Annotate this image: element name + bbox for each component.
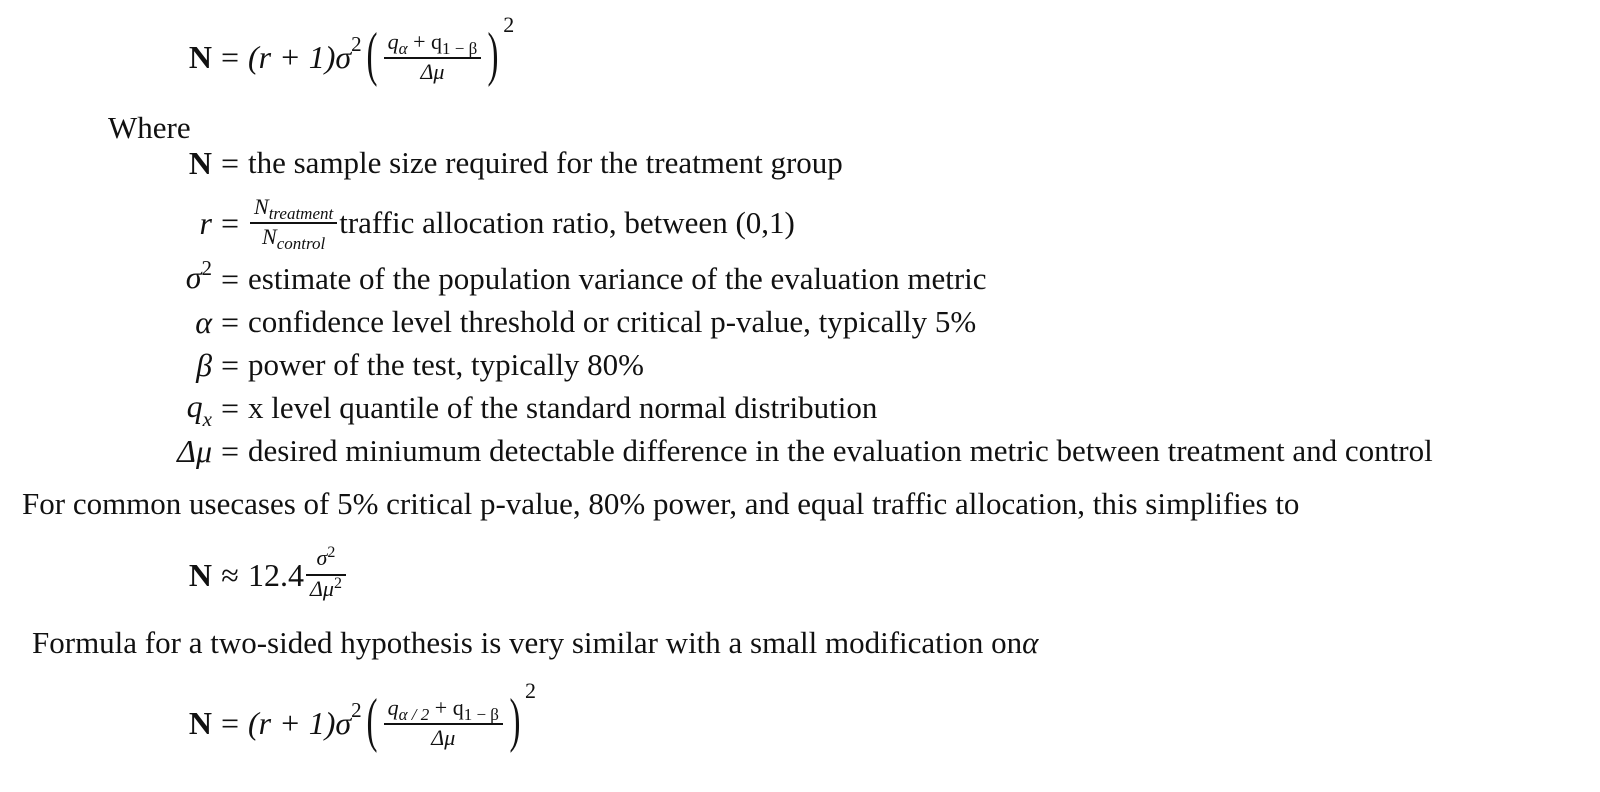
coefficient: 12.4 — [248, 557, 304, 593]
main-fraction — [384, 29, 482, 85]
left-paren: ( — [366, 21, 378, 87]
def-text: traffic allocation ratio, between (0,1) — [339, 205, 795, 240]
fraction-numerator: $q_{\alpha / 2} + q_{1 - \beta}$ — [387, 695, 499, 724]
equals-sign: = — [220, 433, 240, 469]
def-text: estimate of the population variance of the evaluation metric — [248, 261, 987, 296]
equals-sign: = — [220, 145, 240, 181]
definition-beta — [0, 344, 644, 386]
definition-quantile — [0, 387, 877, 429]
equals-sign: = — [220, 205, 240, 241]
simplified-fraction — [306, 545, 346, 605]
def-text: confidence level threshold or critical p-value, typically 5% — [248, 304, 977, 339]
main-fraction — [384, 695, 503, 751]
ratio-fraction — [250, 194, 337, 252]
right-paren: ) — [487, 21, 499, 87]
outer-exponent: 2 — [503, 12, 515, 37]
two-sided-text: Formula for a two-sided hypothesis is very similar with a small modification onα — [32, 625, 1039, 660]
definition-sigma — [0, 258, 987, 300]
definition-r — [0, 190, 795, 256]
sigma-exponent: 2 — [351, 31, 362, 56]
equals-sign: = — [220, 347, 240, 383]
outer-exponent: 2 — [524, 678, 536, 703]
equals-sign: = — [220, 705, 240, 741]
formula-lhs-n: N — [188, 705, 212, 741]
fraction-numerator: $q_\alpha + q_{1 - \beta}$ — [387, 29, 478, 58]
definition-n — [0, 142, 843, 184]
def-text: desired miniumum detectable difference in the evaluation metric between treatment and control — [248, 433, 1433, 468]
formula-two-sided — [0, 680, 536, 766]
def-symbol: N — [188, 145, 212, 181]
fraction-numerator: $\sigma^2$ — [316, 544, 336, 570]
definition-alpha — [0, 301, 976, 343]
formula-lhs-n: N — [188, 557, 212, 593]
equals-sign: = — [220, 304, 240, 340]
def-text: x level quantile of the standard normal distribution — [248, 390, 878, 425]
def-symbol: $\sigma^2$ — [185, 256, 212, 295]
equals-sign: = — [220, 261, 240, 297]
equals-sign: = — [220, 39, 240, 75]
def-symbol: $q_x$ — [186, 388, 212, 431]
formula-prefix: (r + 1)σ — [248, 39, 352, 75]
alpha-symbol: α — [1022, 625, 1039, 660]
formula-lhs-n: N — [188, 39, 212, 75]
def-symbol: α — [195, 304, 212, 340]
simplification-text: For common usecases of 5% critical p-value, 80% power, and equal traffic allocation, this simplifies to — [22, 486, 1300, 521]
def-symbol: r — [199, 205, 212, 241]
formula-prefix: (r + 1)σ — [248, 705, 352, 741]
approx-sign: ≈ — [221, 557, 239, 593]
where-label: Where — [108, 110, 191, 145]
def-symbol: Δμ — [177, 433, 212, 469]
formula-simplified — [0, 540, 348, 610]
equals-sign: = — [220, 390, 240, 426]
def-symbol: β — [196, 347, 212, 383]
def-text: power of the test, typically 80% — [248, 347, 645, 382]
sigma-exponent: 2 — [351, 697, 362, 722]
formula-one-sided — [0, 14, 514, 100]
def-text: the sample size required for the treatment group — [248, 145, 843, 180]
fraction-denominator: Δμ — [420, 59, 445, 84]
definition-delta-mu — [0, 430, 1433, 472]
fraction-denominator: $\Delta\mu^2$ — [310, 575, 342, 601]
left-paren: ( — [366, 687, 378, 753]
ratio-numerator: $N_{treatment}$ — [254, 194, 334, 223]
right-paren: ) — [509, 687, 521, 753]
fraction-denominator: Δμ — [431, 725, 456, 750]
ratio-denominator: $N_{control}$ — [262, 224, 326, 253]
